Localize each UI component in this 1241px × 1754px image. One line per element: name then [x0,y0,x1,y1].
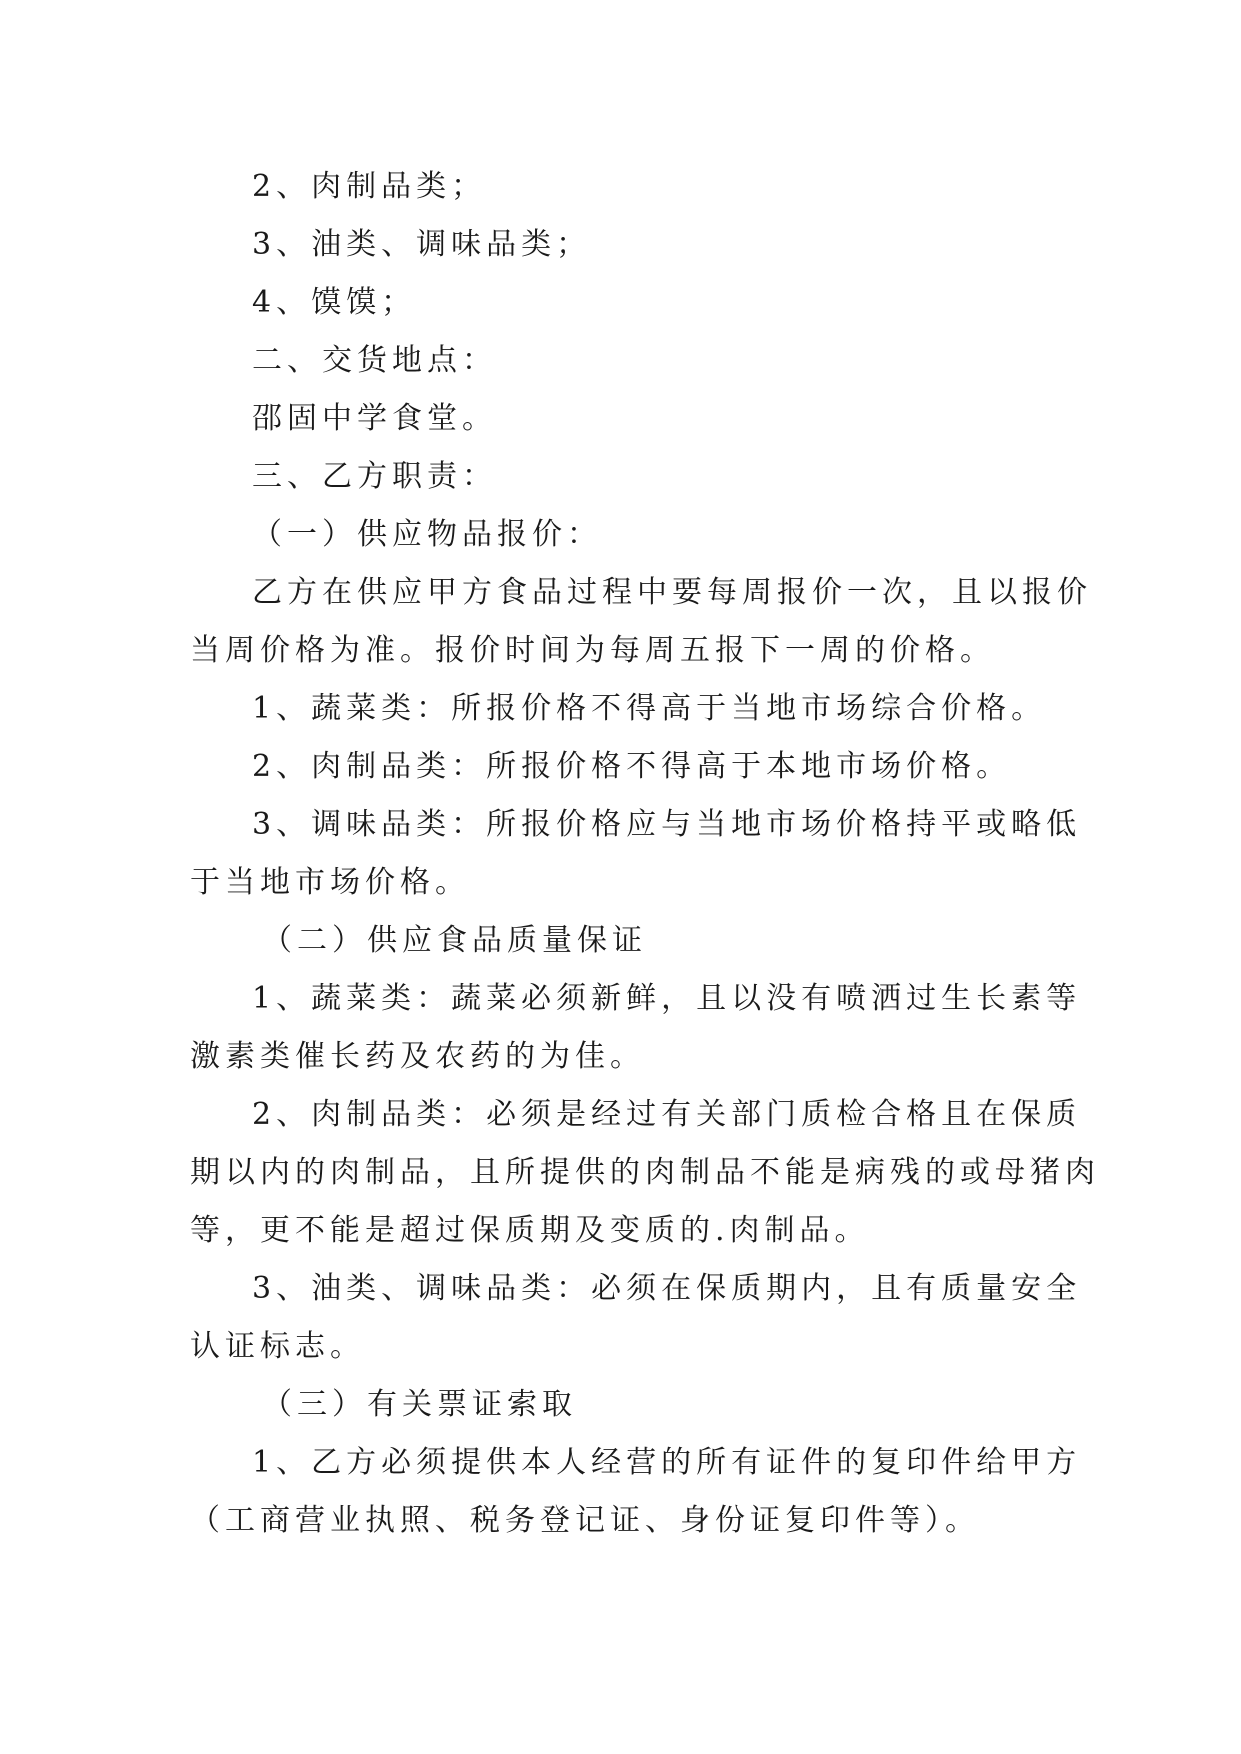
text-line: 激素类催长药及农药的为佳。 [190,1039,645,1074]
text-line: 认证标志。 [190,1329,365,1364]
section-heading: 二、交货地点： [252,343,497,378]
subsection-heading: （二）供应食品质量保证 [262,923,647,958]
text-line: （工商营业执照、税务登记证、身份证复印件等）。 [190,1503,980,1538]
section-heading: 三、乙方职责： [252,459,497,494]
document-body [190,158,1100,1550]
text-line: 1、蔬菜类：所报价格不得高于当地市场综合价格。 [252,691,1047,726]
text-line: 于当地市场价格。 [190,865,470,900]
text-line: 3、油类、调味品类：必须在保质期内，且有质量安全 [252,1271,1082,1306]
subsection-heading: （三）有关票证索取 [262,1387,577,1422]
text-line: 乙方在供应甲方食品过程中要每周报价一次，且以报价 [252,575,1092,610]
text-line: 当周价格为准。报价时间为每周五报下一周的价格。 [190,633,995,668]
text-line: 等，更不能是超过保质期及变质的.肉制品。 [190,1213,870,1248]
text-line: 期以内的肉制品，且所提供的肉制品不能是病残的或母猪肉 [190,1155,1100,1190]
text-line: 3、调味品类：所报价格应与当地市场价格持平或略低 [252,807,1082,842]
text-line: 2、肉制品类； [252,169,487,204]
text-line: 2、肉制品类：所报价格不得高于本地市场价格。 [252,749,1012,784]
text-line: 1、蔬菜类：蔬菜必须新鲜，且以没有喷洒过生长素等 [252,981,1082,1016]
text-line: 3、油类、调味品类； [252,227,592,262]
subsection-heading: （一）供应物品报价： [252,517,602,552]
text-line: 2、肉制品类：必须是经过有关部门质检合格且在保质 [252,1097,1082,1132]
text-line: 邵固中学食堂。 [252,401,497,436]
text-line: 1、乙方必须提供本人经营的所有证件的复印件给甲方 [252,1445,1082,1480]
text-line: 4、馍馍； [252,285,417,320]
